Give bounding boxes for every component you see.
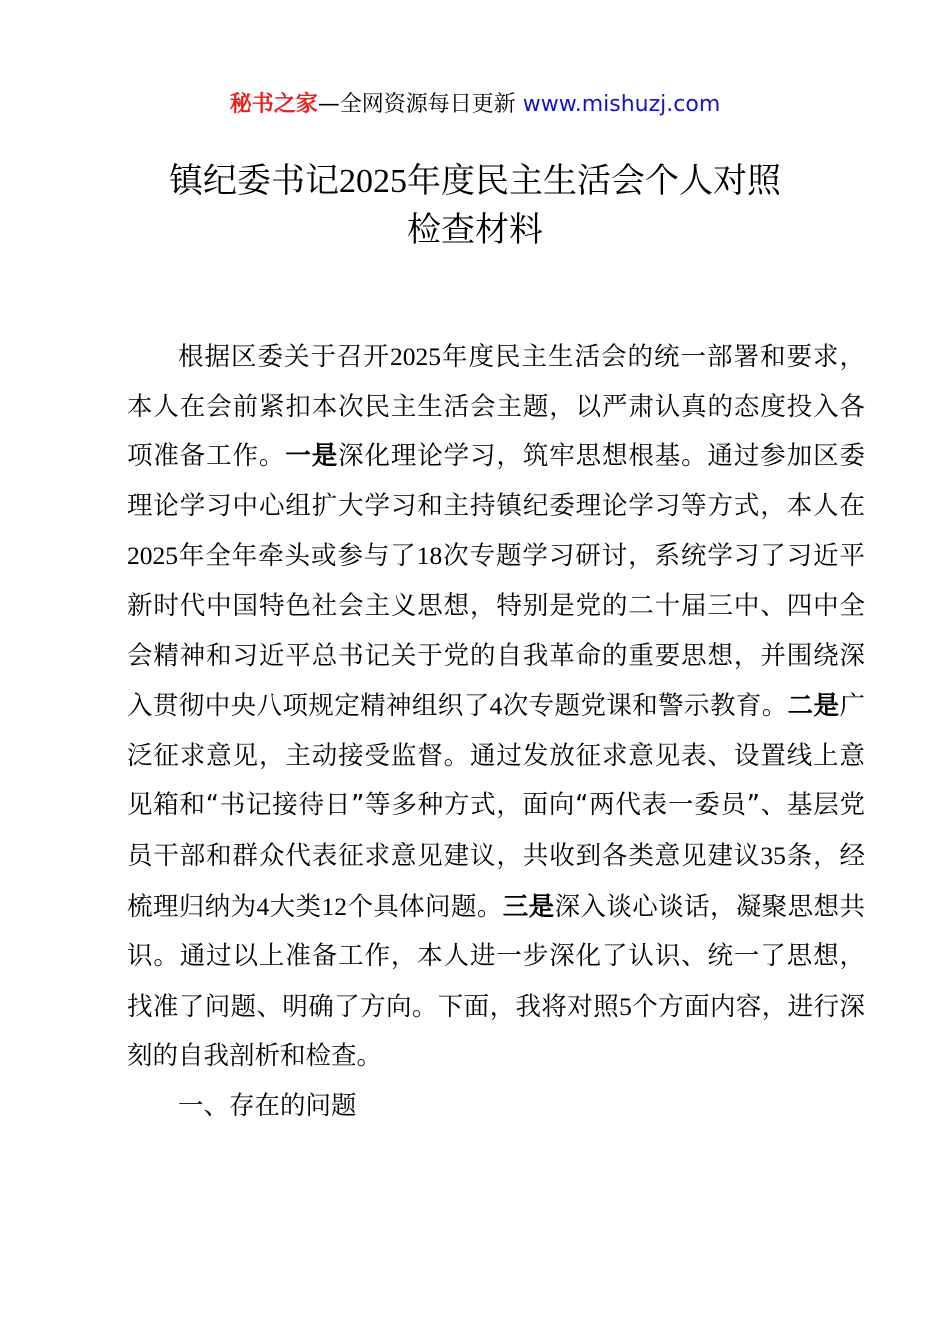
document-body (127, 332, 865, 1132)
text-run: 年全年牵头或参与了 (178, 541, 417, 572)
lead-point-two: 二是 (787, 691, 840, 722)
section-heading: 一、存在的问题 (178, 1090, 357, 1121)
text-run: 次专题党课和警示教育。 (502, 691, 788, 722)
text-run: 条，经梳理归纳为 (127, 840, 865, 922)
site-brand: 秘书之家 (229, 92, 318, 117)
title-part1: 镇纪委书记 (169, 161, 339, 201)
text-run: 个方面内容，进行深刻的自我剖析和检查。 (127, 991, 865, 1072)
intro-paragraph (127, 332, 865, 1082)
number-run: 18 (416, 541, 443, 571)
text-run: 次专题学习研讨，系统学习了习近平新时代中国特色社会主义思想，特别是党的二十届三中、四中全会精神和习近平总书记关于党的自我革命的重要思想，并围绕深入贯彻中央八项规定精神组织了 (127, 541, 865, 722)
title-line2: 检查材料 (407, 210, 543, 250)
document-title (100, 157, 850, 254)
text-run: 年度民主生活会的统一部署和要求，本人在会前紧扣本次民主生活会主题，以严肃认真的态度投入各项准备工作。 (127, 342, 865, 472)
text-run: 个具体问题。 (346, 891, 503, 922)
number-run: 4 (489, 691, 503, 721)
site-url-link[interactable]: www.mishuzj.com (522, 92, 721, 117)
site-tagline: —全网资源每日更新 (317, 92, 516, 117)
number-run: 35 (760, 840, 786, 870)
number-run: 4 (256, 891, 270, 921)
site-header (0, 88, 950, 122)
title-year: 2025 (339, 163, 407, 200)
title-part2: 年度民主生活会个人对照 (407, 161, 781, 201)
number-run: 2025 (127, 541, 178, 571)
number-run: 5 (619, 991, 632, 1021)
text-run: 深入谈心谈话，凝聚思想共识。通过以上准备工作，本人进一步深化了认识、统一了思想，找准了问题、明确了方向。下面，我将对照 (127, 891, 865, 1022)
text-run: 根据区委关于召开 (178, 342, 390, 372)
number-run: 12 (321, 891, 347, 921)
text-run: 广泛征求意见，主动接受监督。通过发放征求意见表、设置线上意见箱和“书记接待日”等多种方式，面向“两代表一委员”、基层党员干部和群众代表征求意见建议，共收到各类意见建议 (127, 691, 865, 871)
number-run: 2025 (390, 342, 441, 371)
text-run: 深化理论学习，筑牢思想根基。通过参加区委理论学习中心组扩大学习和主持镇纪委理论学习等方式，本人在 (127, 441, 865, 521)
text-run: 大类 (269, 891, 322, 922)
lead-point-three: 三是 (502, 891, 555, 922)
lead-point-one: 一是 (285, 441, 339, 472)
